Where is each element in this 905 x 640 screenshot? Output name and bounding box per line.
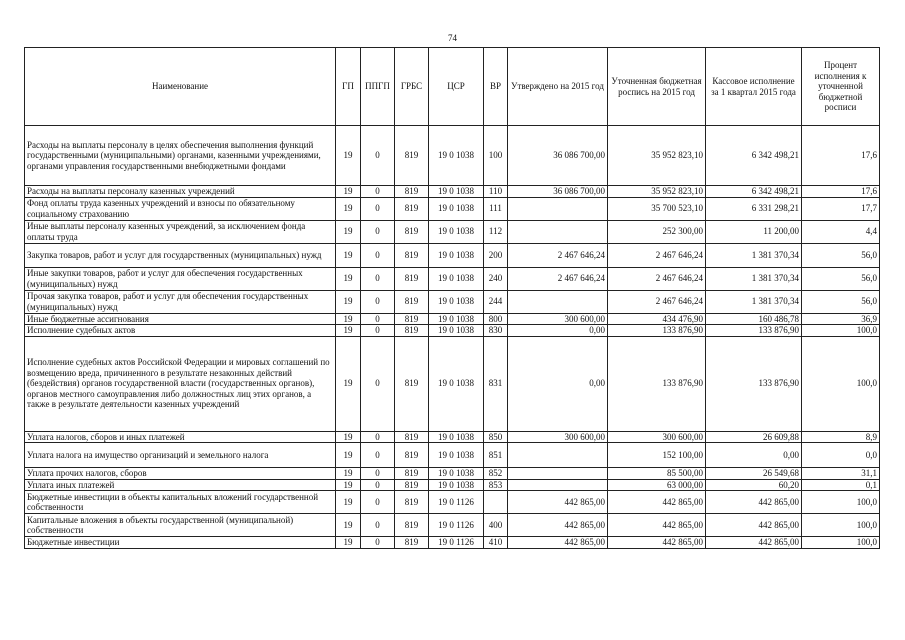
cell-csr: 19 0 1126	[429, 514, 484, 537]
cell-refined: 133 876,90	[608, 336, 706, 431]
cell-cash: 1 381 370,34	[706, 267, 802, 290]
cell-csr: 19 0 1038	[429, 431, 484, 443]
cell-csr: 19 0 1038	[429, 336, 484, 431]
table-row	[25, 186, 880, 198]
cell-gp: 19	[336, 479, 361, 491]
cell-name: Исполнение судебных актов	[25, 325, 336, 337]
header-gp: ГП	[336, 48, 361, 126]
cell-csr: 19 0 1126	[429, 491, 484, 514]
cell-ppgp: 0	[361, 290, 395, 313]
cell-ppgp: 0	[361, 220, 395, 243]
table-row	[25, 325, 880, 337]
cell-percent: 8,9	[802, 431, 880, 443]
cell-ppgp: 0	[361, 267, 395, 290]
cell-grbs: 819	[395, 443, 429, 468]
cell-csr: 19 0 1038	[429, 243, 484, 267]
cell-percent: 100,0	[802, 514, 880, 537]
cell-ppgp: 0	[361, 313, 395, 325]
cell-cash: 442 865,00	[706, 514, 802, 537]
cell-cash: 1 381 370,34	[706, 290, 802, 313]
cell-grbs: 819	[395, 197, 429, 220]
cell-gp: 19	[336, 220, 361, 243]
cell-vr: 111	[484, 197, 508, 220]
cell-percent: 17,6	[802, 126, 880, 186]
budget-table	[24, 47, 880, 549]
cell-percent: 17,6	[802, 186, 880, 198]
cell-ppgp: 0	[361, 126, 395, 186]
cell-approved: 300 600,00	[508, 313, 608, 325]
cell-percent: 0,1	[802, 479, 880, 491]
cell-vr: 244	[484, 290, 508, 313]
cell-approved: 442 865,00	[508, 537, 608, 549]
cell-approved	[508, 443, 608, 468]
cell-vr: 200	[484, 243, 508, 267]
cell-percent: 31,1	[802, 468, 880, 480]
cell-percent: 100,0	[802, 325, 880, 337]
cell-percent: 100,0	[802, 336, 880, 431]
cell-refined: 152 100,00	[608, 443, 706, 468]
cell-cash: 0,00	[706, 443, 802, 468]
cell-ppgp: 0	[361, 336, 395, 431]
cell-name: Уплата иных платежей	[25, 479, 336, 491]
cell-percent: 36,9	[802, 313, 880, 325]
cell-cash: 6 342 498,21	[706, 126, 802, 186]
header-name: Наименование	[25, 48, 336, 126]
cell-refined: 2 467 646,24	[608, 290, 706, 313]
page-number: 74	[448, 33, 457, 43]
table-row	[25, 126, 880, 186]
cell-vr: 800	[484, 313, 508, 325]
cell-vr: 400	[484, 514, 508, 537]
cell-approved	[508, 479, 608, 491]
cell-vr: 831	[484, 336, 508, 431]
cell-grbs: 819	[395, 431, 429, 443]
cell-cash: 160 486,78	[706, 313, 802, 325]
cell-name: Закупка товаров, работ и услуг для государственных (муниципальных) нужд	[25, 243, 336, 267]
cell-ppgp: 0	[361, 479, 395, 491]
cell-ppgp: 0	[361, 491, 395, 514]
cell-approved	[508, 220, 608, 243]
table-body	[25, 126, 880, 549]
cell-name: Иные бюджетные ассигнования	[25, 313, 336, 325]
header-ppgp: ППГП	[361, 48, 395, 126]
cell-refined: 442 865,00	[608, 514, 706, 537]
cell-gp: 19	[336, 186, 361, 198]
cell-grbs: 819	[395, 468, 429, 480]
cell-name: Расходы на выплаты персоналу в целях обеспечения выполнения функций государственными (муниципальными) органами, казенными учреждениями, органами управления государственными внебюджетными фондами	[25, 126, 336, 186]
cell-refined: 442 865,00	[608, 491, 706, 514]
cell-gp: 19	[336, 468, 361, 480]
cell-ppgp: 0	[361, 468, 395, 480]
cell-refined: 35 700 523,10	[608, 197, 706, 220]
cell-csr: 19 0 1038	[429, 186, 484, 198]
table-row	[25, 537, 880, 549]
cell-grbs: 819	[395, 491, 429, 514]
cell-vr: 110	[484, 186, 508, 198]
table-row	[25, 313, 880, 325]
cell-approved	[508, 468, 608, 480]
cell-name: Бюджетные инвестиции	[25, 537, 336, 549]
cell-refined: 252 300,00	[608, 220, 706, 243]
cell-cash: 442 865,00	[706, 537, 802, 549]
cell-cash: 442 865,00	[706, 491, 802, 514]
cell-ppgp: 0	[361, 197, 395, 220]
cell-refined: 133 876,90	[608, 325, 706, 337]
cell-refined: 85 500,00	[608, 468, 706, 480]
cell-refined: 2 467 646,24	[608, 243, 706, 267]
cell-grbs: 819	[395, 336, 429, 431]
cell-vr: 410	[484, 537, 508, 549]
header-vr: ВР	[484, 48, 508, 126]
cell-approved: 0,00	[508, 325, 608, 337]
cell-approved: 36 086 700,00	[508, 126, 608, 186]
table-row	[25, 290, 880, 313]
cell-cash: 133 876,90	[706, 336, 802, 431]
cell-refined: 35 952 823,10	[608, 186, 706, 198]
table-row	[25, 443, 880, 468]
cell-gp: 19	[336, 514, 361, 537]
cell-grbs: 819	[395, 126, 429, 186]
cell-gp: 19	[336, 443, 361, 468]
cell-csr: 19 0 1126	[429, 537, 484, 549]
cell-vr: 850	[484, 431, 508, 443]
table-row	[25, 514, 880, 537]
cell-percent: 100,0	[802, 491, 880, 514]
cell-cash: 1 381 370,34	[706, 243, 802, 267]
cell-ppgp: 0	[361, 186, 395, 198]
cell-grbs: 819	[395, 267, 429, 290]
cell-name: Бюджетные инвестиции в объекты капитальных вложений государственной собственности	[25, 491, 336, 514]
cell-approved: 36 086 700,00	[508, 186, 608, 198]
cell-csr: 19 0 1038	[429, 267, 484, 290]
table-header-row	[25, 48, 880, 126]
cell-vr: 240	[484, 267, 508, 290]
cell-ppgp: 0	[361, 431, 395, 443]
cell-percent: 100,0	[802, 537, 880, 549]
header-approved: Утверждено на 2015 год	[508, 48, 608, 126]
cell-csr: 19 0 1038	[429, 290, 484, 313]
table-row	[25, 468, 880, 480]
cell-gp: 19	[336, 197, 361, 220]
cell-refined: 434 476,90	[608, 313, 706, 325]
cell-name: Уплата налогов, сборов и иных платежей	[25, 431, 336, 443]
cell-vr: 100	[484, 126, 508, 186]
cell-approved: 442 865,00	[508, 514, 608, 537]
cell-vr: 830	[484, 325, 508, 337]
table-row	[25, 336, 880, 431]
cell-csr: 19 0 1038	[429, 443, 484, 468]
cell-percent: 56,0	[802, 267, 880, 290]
cell-gp: 19	[336, 126, 361, 186]
cell-gp: 19	[336, 267, 361, 290]
cell-vr: 853	[484, 479, 508, 491]
cell-name: Уплата налога на имущество организаций и земельного налога	[25, 443, 336, 468]
cell-gp: 19	[336, 336, 361, 431]
cell-gp: 19	[336, 243, 361, 267]
table-row	[25, 267, 880, 290]
cell-grbs: 819	[395, 325, 429, 337]
cell-name: Исполнение судебных актов Российской Федерации и мировых соглашений по возмещению вреда, причиненного в результате незаконных действий (бездействия) органов государственной власти (государственных органов), органов местного самоуправления либо должностных лиц этих органов, а также в результате деятельности казенных учреждений	[25, 336, 336, 431]
cell-vr	[484, 491, 508, 514]
cell-approved: 0,00	[508, 336, 608, 431]
cell-grbs: 819	[395, 290, 429, 313]
cell-refined: 63 000,00	[608, 479, 706, 491]
cell-cash: 133 876,90	[706, 325, 802, 337]
cell-grbs: 819	[395, 243, 429, 267]
cell-refined: 300 600,00	[608, 431, 706, 443]
cell-gp: 19	[336, 431, 361, 443]
cell-gp: 19	[336, 313, 361, 325]
cell-percent: 56,0	[802, 243, 880, 267]
cell-name: Прочая закупка товаров, работ и услуг для обеспечения государственных (муниципальных) нужд	[25, 290, 336, 313]
header-grbs: ГРБС	[395, 48, 429, 126]
table-row	[25, 197, 880, 220]
cell-grbs: 819	[395, 220, 429, 243]
cell-csr: 19 0 1038	[429, 313, 484, 325]
cell-refined: 35 952 823,10	[608, 126, 706, 186]
cell-cash: 11 200,00	[706, 220, 802, 243]
cell-gp: 19	[336, 325, 361, 337]
cell-approved	[508, 197, 608, 220]
cell-refined: 2 467 646,24	[608, 267, 706, 290]
cell-ppgp: 0	[361, 537, 395, 549]
cell-refined: 442 865,00	[608, 537, 706, 549]
cell-gp: 19	[336, 290, 361, 313]
header-refined: Уточненная бюджетная роспись на 2015 год	[608, 48, 706, 126]
cell-name: Уплата прочих налогов, сборов	[25, 468, 336, 480]
cell-gp: 19	[336, 491, 361, 514]
cell-name: Капитальные вложения в объекты государственной (муниципальной) собственности	[25, 514, 336, 537]
cell-approved	[508, 290, 608, 313]
cell-ppgp: 0	[361, 514, 395, 537]
cell-cash: 26 549,68	[706, 468, 802, 480]
cell-cash: 60,20	[706, 479, 802, 491]
cell-percent: 17,7	[802, 197, 880, 220]
cell-csr: 19 0 1038	[429, 468, 484, 480]
cell-ppgp: 0	[361, 243, 395, 267]
cell-csr: 19 0 1038	[429, 197, 484, 220]
cell-ppgp: 0	[361, 325, 395, 337]
cell-percent: 0,0	[802, 443, 880, 468]
cell-csr: 19 0 1038	[429, 220, 484, 243]
cell-percent: 4,4	[802, 220, 880, 243]
cell-name: Иные закупки товаров, работ и услуг для обеспечения государственных (муниципальных) нужд	[25, 267, 336, 290]
header-cash: Кассовое исполнение за 1 квартал 2015 года	[706, 48, 802, 126]
cell-cash: 6 331 298,21	[706, 197, 802, 220]
cell-approved: 300 600,00	[508, 431, 608, 443]
cell-gp: 19	[336, 537, 361, 549]
cell-grbs: 819	[395, 479, 429, 491]
cell-grbs: 819	[395, 537, 429, 549]
cell-name: Фонд оплаты труда казенных учреждений и взносы по обязательному социальному страхованию	[25, 197, 336, 220]
cell-approved: 2 467 646,24	[508, 267, 608, 290]
cell-vr: 851	[484, 443, 508, 468]
table-row	[25, 479, 880, 491]
cell-approved: 2 467 646,24	[508, 243, 608, 267]
header-csr: ЦСР	[429, 48, 484, 126]
cell-grbs: 819	[395, 514, 429, 537]
cell-grbs: 819	[395, 313, 429, 325]
table-row	[25, 431, 880, 443]
cell-vr: 852	[484, 468, 508, 480]
cell-name: Расходы на выплаты персоналу казенных учреждений	[25, 186, 336, 198]
cell-grbs: 819	[395, 186, 429, 198]
cell-cash: 26 609,88	[706, 431, 802, 443]
cell-ppgp: 0	[361, 443, 395, 468]
cell-vr: 112	[484, 220, 508, 243]
cell-approved: 442 865,00	[508, 491, 608, 514]
cell-name: Иные выплаты персоналу казенных учреждений, за исключением фонда оплаты труда	[25, 220, 336, 243]
header-percent: Процент исполнения к уточненной бюджетной росписи	[802, 48, 880, 126]
cell-cash: 6 342 498,21	[706, 186, 802, 198]
table-row	[25, 491, 880, 514]
cell-csr: 19 0 1038	[429, 325, 484, 337]
cell-percent: 56,0	[802, 290, 880, 313]
table-row	[25, 243, 880, 267]
cell-csr: 19 0 1038	[429, 126, 484, 186]
table-row	[25, 220, 880, 243]
cell-csr: 19 0 1038	[429, 479, 484, 491]
